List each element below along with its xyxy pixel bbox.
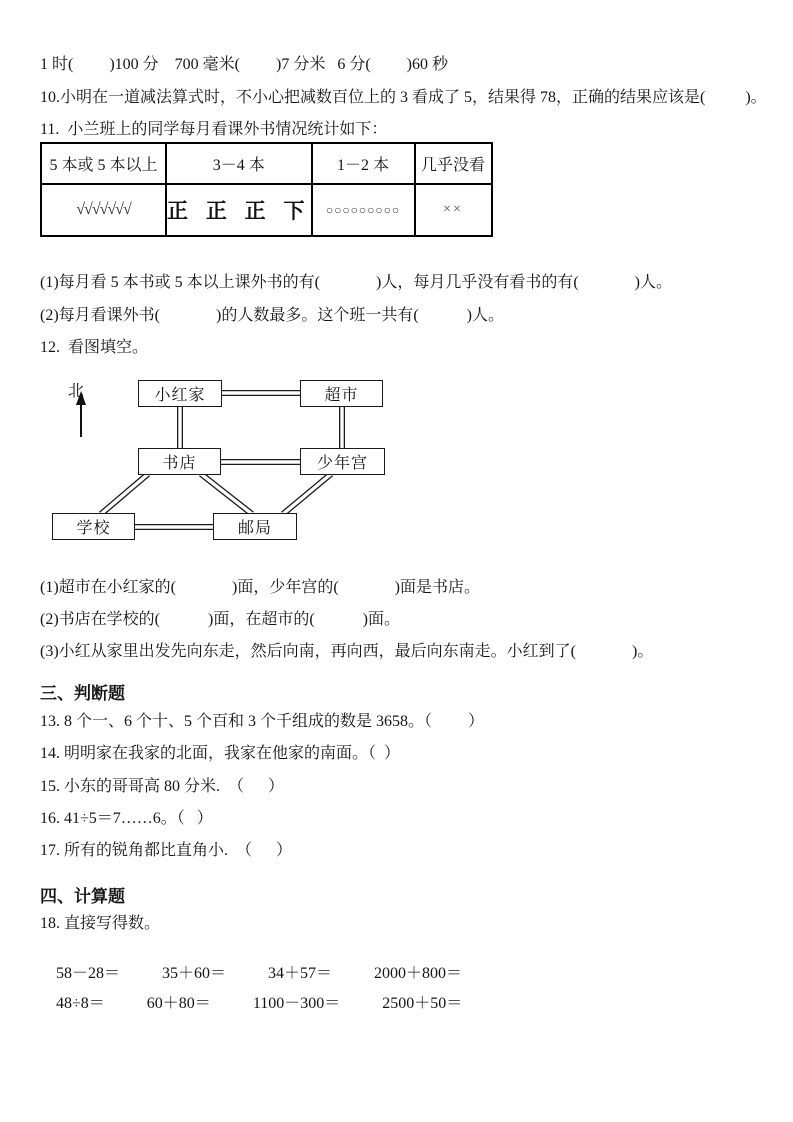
map-node-label: 学校	[76, 520, 111, 537]
map-node-label: 小红家	[154, 387, 206, 404]
header-cell: 几乎没看	[415, 143, 492, 184]
map-node-label: 邮局	[237, 520, 272, 537]
question-13: 13. 8 个一、6 个十、5 个百和 3 个千组成的数是 3658。（ ）	[40, 713, 485, 730]
question-18: 18. 直接写得数。	[40, 915, 161, 932]
question-12: 12. 看图填空。	[40, 339, 149, 356]
question-16: 16. 41÷5＝7……6。（ ）	[40, 810, 213, 827]
table-header-row	[41, 143, 492, 184]
question-11-blank-2: (2)每月看课外书( )的人数最多。这个班一共有( )人。	[40, 307, 504, 324]
map-node-xiaohong-home	[138, 380, 222, 407]
question-17: 17. 所有的锐角都比直角小. （ ）	[40, 842, 293, 859]
calc-item: 1100－300＝	[252, 995, 341, 1012]
reading-survey-table	[40, 142, 493, 237]
map-node-post-office	[213, 513, 297, 540]
map-node-school	[52, 513, 135, 540]
unit-conversion-line: 1 时( )100 分 700 毫米( )7 分米 6 分( )60 秒	[40, 56, 448, 73]
header-cell: 5 本或 5 本以上	[41, 143, 166, 184]
question-15: 15. 小东的哥哥高 80 分米. （ ）	[40, 778, 285, 795]
map-diagram	[45, 372, 475, 550]
tally-crosses: ××	[415, 184, 492, 236]
calc-item: 2500＋50＝	[382, 995, 463, 1012]
question-11: 11. 小兰班上的同学每月看课外书情况统计如下：	[40, 121, 388, 138]
calc-item: 60＋80＝	[146, 995, 211, 1012]
map-node-label: 少年宫	[316, 455, 368, 472]
header-cell: 3－4 本	[166, 143, 312, 184]
question-12-blank-2: (2)书店在学校的( )面，在超市的( )面。	[40, 611, 400, 628]
tally-zheng-marks: 正 正 正 下	[166, 184, 312, 236]
north-label: 北	[68, 383, 85, 400]
question-11-blank-1: (1)每月看 5 本书或 5 本以上课外书的有( )人，每月几乎没有看书的有( )人。	[40, 274, 672, 291]
map-node-supermarket	[300, 380, 383, 407]
tally-circles: ○○○○○○○○○	[312, 184, 415, 236]
calc-item: 48÷8＝	[56, 995, 105, 1012]
question-12-blank-3: (3)小红从家里出发先向东走，然后向南，再向西，最后向东南走。小红到了( )。	[40, 643, 654, 660]
question-12-blank-1: (1)超市在小红家的( )面，少年宫的( )面是书店。	[40, 579, 480, 596]
map-node-label: 书店	[162, 455, 197, 472]
map-node-youth-palace	[300, 448, 385, 475]
question-10: 10.小明在一道减法算式时，不小心把减数百位上的 3 看成了 5，结果得 78，正确的结果应该是( )。	[40, 89, 767, 106]
road-youthpalace-postoffice	[283, 474, 331, 514]
calc-row-2	[40, 974, 504, 1034]
map-node-label: 超市	[324, 387, 359, 404]
road-bookstore-school	[101, 474, 148, 514]
section-4-title: 四、计算题	[40, 887, 125, 906]
calc-item: 35＋60＝	[162, 965, 227, 982]
section-3-title: 三、判断题	[40, 684, 125, 703]
question-14: 14. 明明家在我家的北面，我家在他家的南面。（ ）	[40, 745, 401, 762]
header-cell: 1－2 本	[312, 143, 415, 184]
road-bookstore-postoffice	[201, 474, 252, 514]
calc-item: 2000＋800＝	[374, 965, 463, 982]
calc-item: 58－28＝	[56, 965, 121, 982]
map-node-bookstore	[138, 448, 221, 475]
calc-item: 34＋57＝	[268, 965, 333, 982]
table-tally-row	[41, 184, 492, 236]
tally-checkmarks: √√√√√√√	[41, 184, 166, 236]
